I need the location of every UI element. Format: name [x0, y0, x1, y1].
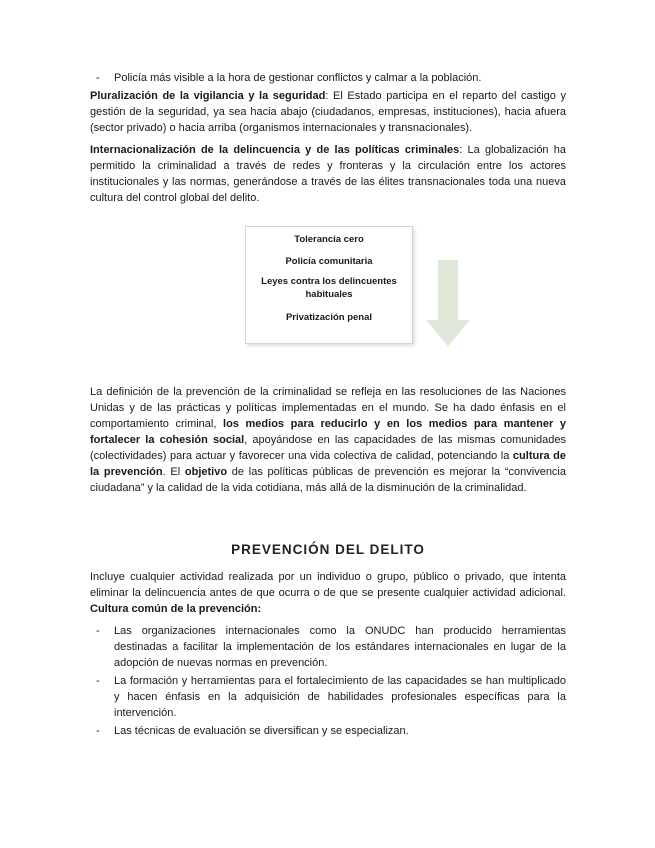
paragraph-bold-term: Cultura común de la prevención:: [90, 603, 262, 615]
paragraph-pluralizacion: [90, 88, 566, 136]
list-item: [90, 70, 566, 86]
paragraph-bold-term: los medios para reducirlo y en los medios para mantener y fortalecer la cohesión social: [90, 418, 566, 446]
policy-item: Privatización penal: [285, 312, 373, 323]
down-arrow-icon: [426, 260, 470, 346]
paragraph-text: de las políticas públicas de prevención es mejorar la “convivencia ciudadana” y la calidad de la vida cotidiana, más allá de la disminución de la criminalidad.: [90, 466, 566, 494]
policy-item: Leyes contra los delincuentes habituales: [261, 276, 397, 300]
paragraph-definicion: [90, 384, 566, 496]
paragraph-text: : El Estado participa en el reparto del castigo y gestión de la seguridad, ya sea hacia abajo (ciudadanos, empresas, instituciones), hacia afuera (sector privado) o hacia arriba (organismos internacionales y transnacionales).: [90, 90, 566, 134]
bullet-dash: -: [96, 725, 100, 737]
list-item-text: La formación y herramientas para el fortalecimiento de las capacidades se han multiplicado y hacen énfasis en la adquisición de habilidades profesionales específicas para la intervención.: [114, 675, 566, 719]
paragraph-text: La definición de la prevención de la criminalidad se refleja en las resoluciones de las Naciones Unidas y de las prácticas y políticas implementadas en el mundo. Se ha dado énfasis en el comportamiento criminal,: [90, 386, 566, 430]
paragraph-text: Incluye cualquier actividad realizada por un individuo o grupo, público o privado, que intenta eliminar la delincuencia antes de que ocurra o de que se presente cualquier actividad adicional.: [90, 571, 566, 599]
paragraph-prevencion: [90, 569, 566, 617]
list-item-text: Las organizaciones internacionales como la ONUDC han producido herramientas destinadas a facilitar la implementación de los estándares internacionales en lugar de la adopción de nuevas normas en prevención.: [114, 625, 566, 669]
document-page: [90, 70, 566, 741]
policy-item: Tolerancia cero: [294, 234, 364, 245]
policy-diagram: [90, 222, 566, 370]
paragraph-text: . El: [162, 466, 185, 478]
list-item-text: Las técnicas de evaluación se diversifican y se especializan.: [114, 725, 409, 737]
bullet-dash: -: [96, 675, 100, 687]
list-item: [90, 673, 566, 721]
bullet-dash: -: [96, 72, 100, 84]
policy-box: [245, 226, 413, 344]
list-item: [90, 623, 566, 671]
paragraph-bold-term: Pluralización de la vigilancia y la seguridad: [90, 90, 326, 102]
section-heading: PREVENCIÓN DEL DELITO: [231, 542, 425, 557]
paragraph-bold-term: objetivo: [184, 466, 228, 478]
list-item: [90, 723, 566, 739]
paragraph-bold-term: cultura de la prevención: [90, 450, 566, 478]
list-item-text: Policía más visible a la hora de gestionar conflictos y calmar a la población.: [114, 72, 482, 84]
policy-item: Policía comunitaria: [285, 256, 373, 267]
paragraph-text: , apoyándose en las capacidades de las mismas comunidades (colectividades) para actuar y favorecer una vida colectiva de calidad, potenciando la: [90, 434, 566, 462]
bullet-dash: -: [96, 625, 100, 637]
paragraph-internacionalizacion: [90, 142, 566, 206]
paragraph-text: : La globalización ha permitido la criminalidad a través de redes y fronteras y la circulación entre los actores institucionales y las normas, generándose a través de las élites transnacionales toda una nueva cultura del control global del delito.: [90, 144, 566, 204]
paragraph-bold-term: Internacionalización de la delincuencia y de las políticas criminales: [90, 144, 460, 156]
